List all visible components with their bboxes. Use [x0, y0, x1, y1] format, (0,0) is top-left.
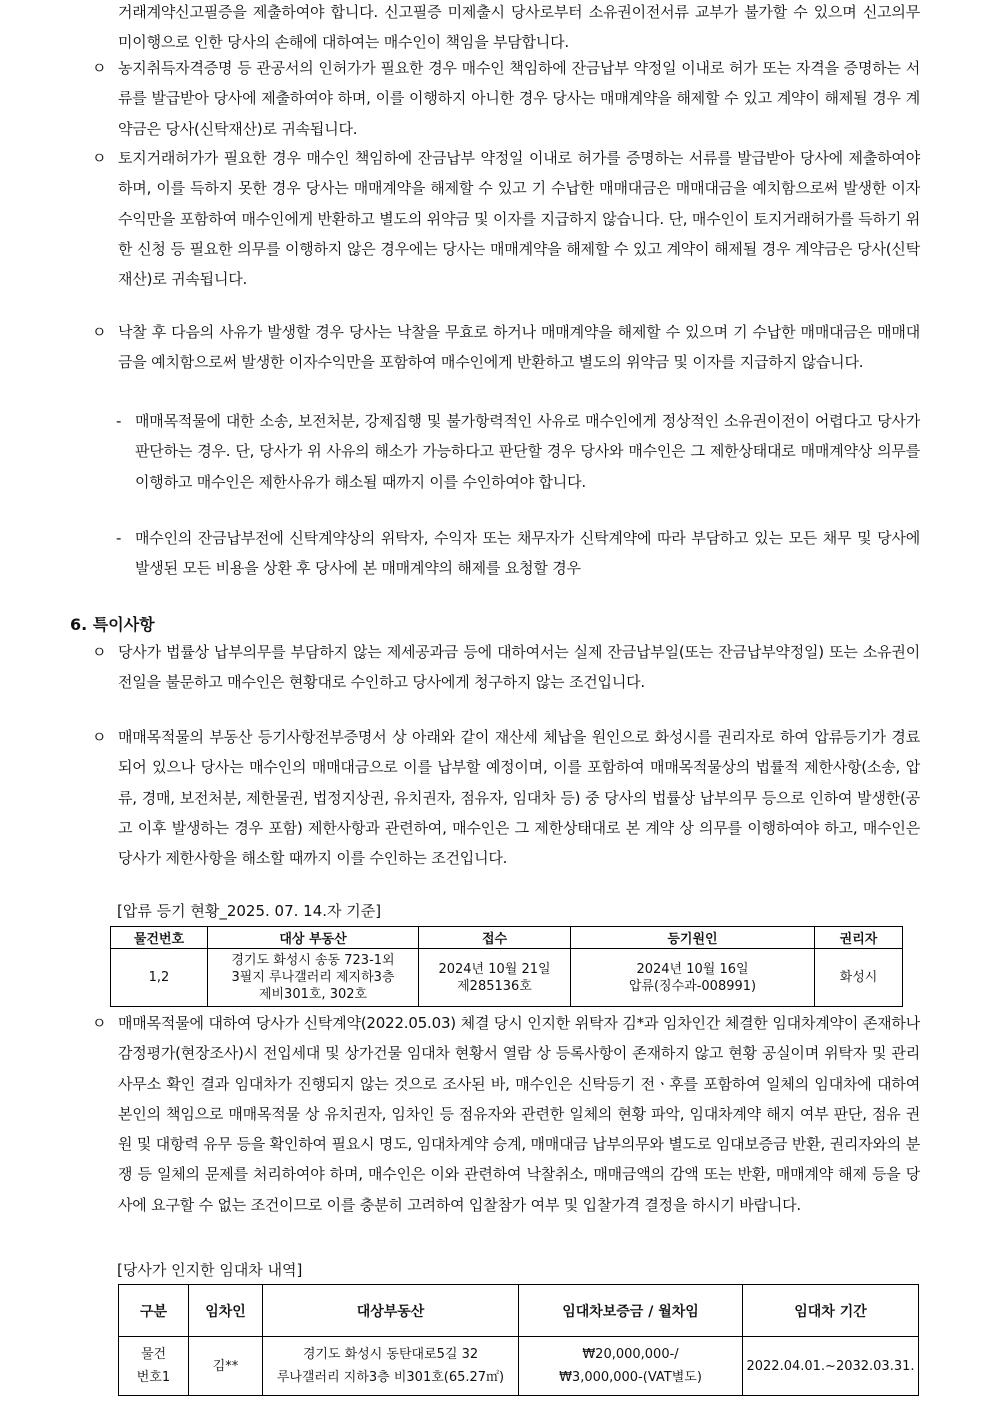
- paragraph-farmland-permit: 농지취득자격증명 등 관공서의 인허가가 필요한 경우 매수인 책임하에 잔금납부 약정일 이내로 허가 또는 자격을 증명하는 서류를 발급받아 당사에 제출하여야 하며, 이를 이행하지 아니한 경우 당사는 매매계약을 해제할 수 있고 계약이 해제될 경우 계약금은 당사(신탁재산)로 귀속됩니다.: [118, 59, 920, 138]
- seizure-table: [110, 926, 903, 1007]
- deposit-line: ₩20,000,000-/: [582, 1347, 679, 1362]
- seizure-table-caption: [압류 등기 현황_2025. 07. 14.자 기준]: [117, 902, 382, 920]
- dash-marker: -: [116, 529, 122, 547]
- property-cell: [208, 949, 419, 1007]
- receipt-cell: [419, 949, 571, 1007]
- paragraph-lease: 매매목적물에 대하여 당사가 신탁계약(2022.05.03) 체결 당시 인지한 위탁자 김*과 임차인간 체결한 임대차계약이 존재하나 감정평가(현장조사)시 전입세대 및 상가건물 임대차 현황서 열람 상 등록사항이 존재하지 않고 현황 공실이며 위탁자 및 관리사무소 확인 결과 임대차가 진행되지 않는 것으로 조사된 바, 매수인은 신탁등기 전ㆍ후를 포함하여 일체의 임대차에 대하여 본인의 책임으로 매매목적물 상 유치권자, 임차인 등 점유자와 관련한 일체의 현황 파악, 임대차계약 해지 여부 판단, 점유 권원 및 대항력 유무 등을 확인하여 필요시 명도, 임대차계약 승계, 매매대금 납부의무와 별도로 임대보증금 반환, 권리자와의 분쟁 등 일체의 문제를 처리하여야 하며, 매수인은 이와 관련하여 낙찰취소, 매매금액의 감액 또는 반환, 매매계약 해제 등을 당사에 요구할 수 없는 조건이므로 이를 충분히 고려하여 입찰참가 여부 및 입찰가격 결정을 하시기 바랍니다.: [118, 1014, 920, 1214]
- property-line: 경기도 화성시 동탄대로5길 32: [302, 1347, 479, 1362]
- column-header: 등기원인: [571, 927, 815, 949]
- paragraph-sub-litigation: 매매목적물에 대한 소송, 보전처분, 강제집행 및 불가항력적인 사유로 매수인에게 정상적인 소유권이전이 어렵다고 당사가 판단하는 경우. 단, 당사가 위 사유의 해소가 가능하다고 판단할 경우 당사와 매수인은 그 제한상태대로 매매계약상 의무를 이행하고 매수인은 제한사유가 해소될 때까지 이를 수인하여야 합니다.: [135, 412, 920, 491]
- lease-period-cell: 2022.04.01.~2032.03.31.: [743, 1337, 919, 1396]
- column-header: 임대차 기간: [743, 1285, 919, 1337]
- table-header-row: [119, 1285, 919, 1337]
- table-header-row: [111, 927, 903, 949]
- column-header: 임차인: [189, 1285, 263, 1337]
- cause-text: 압류(징수과-008991): [628, 978, 757, 994]
- cause-cell: [571, 949, 815, 1007]
- kind-line: 물건: [140, 1347, 167, 1362]
- table-row: [111, 949, 903, 1007]
- bullet-marker: ㅇ: [92, 59, 107, 77]
- column-header: 접수: [419, 927, 571, 949]
- paragraph-report-certificate: 거래계약신고필증을 제출하여야 합니다. 신고필증 미제출시 당사로부터 소유권이전서류 교부가 불가할 수 있으며 신고의무 미이행으로 인한 당사의 손해에 대하여는 매수인이 책임을 부담합니다.: [118, 3, 920, 52]
- paragraph-bid-invalidation: 낙찰 후 다음의 사유가 발생할 경우 당사는 낙찰을 무효로 하거나 매매계약을 해제할 수 있으며 기 수납한 매매대금은 매매대금을 예치함으로써 발생한 이자수익만을 포함하여 매수인에게 반환하고 별도의 위약금 및 이자를 지급하지 않습니다.: [118, 323, 920, 372]
- item-number-cell: 1,2: [111, 949, 208, 1007]
- paragraph-land-transaction-permit: 토지거래허가가 필요한 경우 매수인 책임하에 잔금납부 약정일 이내로 허가를 증명하는 서류를 발급받아 당사에 제출하여야 하며, 이를 득하지 못한 경우 당사는 매매계약을 해제할 수 있고 기 수납한 매매대금은 매매대금을 예치함으로써 발생한 이자수익만을 포함하여 매수인에게 반환하고 별도의 위약금 및 이자를 지급하지 않습니다. 단, 매수인이 토지거래허가를 득하기 위한 신청 등 필요한 의무를 이행하지 않은 경우에는 당사는 매매계약을 해제할 수 있고 계약이 해제될 경우 계약금은 당사(신탁재산)로 귀속됩니다.: [118, 149, 920, 289]
- rent-line: ₩3,000,000-(VAT별도): [559, 1370, 702, 1385]
- bullet-marker: ㅇ: [92, 1014, 107, 1032]
- bullet-marker: ㅇ: [92, 643, 107, 661]
- paragraph-taxes: 당사가 법률상 납부의무를 부담하지 않는 제세공과금 등에 대하여서는 실제 잔금납부일(또는 잔금납부약정일) 또는 소유권이전일을 불문하고 매수인은 현황대로 수인하고 당사에게 청구하지 않는 조건입니다.: [118, 643, 920, 692]
- column-header: 권리자: [815, 927, 903, 949]
- property-line: 루나갤러리 지하3층 비301호(65.27㎡): [276, 1370, 505, 1385]
- bullet-marker: ㅇ: [92, 323, 107, 341]
- receipt-number: 제285136호: [457, 978, 532, 994]
- column-header: 구분: [119, 1285, 189, 1337]
- right-holder-cell: 화성시: [815, 949, 903, 1007]
- dash-marker: -: [116, 412, 122, 430]
- receipt-date: 2024년 10월 21일: [438, 961, 551, 977]
- column-header: 대상 부동산: [208, 927, 419, 949]
- kind-cell: [119, 1337, 189, 1396]
- column-header: 대상부동산: [263, 1285, 519, 1337]
- lease-table-caption: [당사가 인지한 임대차 내역]: [117, 1261, 303, 1279]
- lease-table: [118, 1284, 919, 1396]
- property-line: 제비301호, 302호: [258, 987, 368, 1002]
- section-heading: 6. 특이사항: [70, 615, 155, 634]
- paragraph-seizure: 매매목적물의 부동산 등기사항전부증명서 상 아래와 같이 재산세 체납을 원인으로 화성시를 권리자로 하여 압류등기가 경료되어 있으나 당사는 매수인의 매매대금으로 이를 납부할 예정이며, 이를 포함하여 매매목적물상의 법률적 제한사항(소송, 압류, 경매, 보전처분, 제한물권, 법정지상권, 유치권자, 점유자, 임대차 등) 중 당사의 법률상 납부의무 등으로 인하여 발생한(공고 이후 발생하는 경우 포함) 제한사항과 관련하여, 매수인은 그 제한상태대로 본 계약 상 의무를 이행하여야 하고, 매수인은 당사가 제한사항을 해소할 때까지 이를 수인하는 조건입니다.: [118, 728, 920, 868]
- deposit-cell: [519, 1337, 743, 1396]
- table-row: [119, 1337, 919, 1396]
- cause-date: 2024년 10월 16일: [636, 961, 749, 977]
- bullet-marker: ㅇ: [92, 728, 107, 746]
- bullet-marker: ㅇ: [92, 149, 107, 167]
- kind-line: 번호1: [136, 1370, 171, 1385]
- paragraph-sub-cancellation: 매수인의 잔금납부전에 신탁계약상의 위탁자, 수익자 또는 채무자가 신탁계약에 따라 부담하고 있는 모든 채무 및 당사에 발생된 모든 비용을 상환 후 당사에 본 매매계약의 해제를 요청할 경우: [135, 529, 920, 578]
- tenant-cell: 김**: [189, 1337, 263, 1396]
- property-line: 경기도 화성시 송동 723-1외: [231, 953, 395, 968]
- column-header: 물건번호: [111, 927, 208, 949]
- property-line: 3필지 루나갤러리 제지하3층: [231, 970, 395, 985]
- column-header: 임대차보증금 / 월차임: [519, 1285, 743, 1337]
- property-cell: [263, 1337, 519, 1396]
